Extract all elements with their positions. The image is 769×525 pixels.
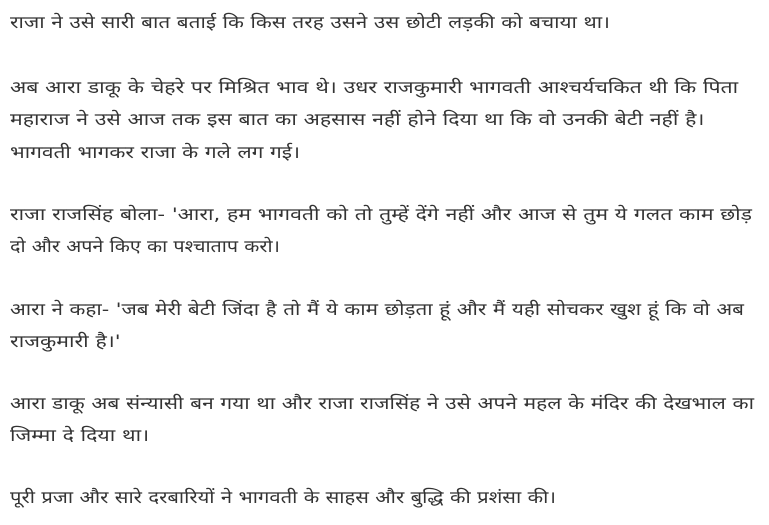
paragraph-3-line-1: राजा राजसिंह बोला- 'आरा, हम भागवती को तो तुम्हें देंगे नहीं और आज से तुम ये गलत काम छोड़ — [10, 205, 752, 225]
paragraph-6-line-1: पूरी प्रजा और सारे दरबारियों ने भागवती के साहस और बुद्धि की प्रशंसा की। — [10, 488, 556, 508]
paragraph-5-line-1: आरा डाकू अब संन्यासी बन गया था और राजा राजसिंह ने उसे अपने महल के मंदिर की देखभाल का — [10, 394, 754, 414]
paragraph-2-line-3: भागवती भागकर राजा के गले लग गई। — [10, 143, 300, 163]
paragraph-5-line-2: जिम्मा दे दिया था। — [10, 426, 150, 446]
paragraph-2-line-1: अब आरा डाकू के चेहरे पर मिश्रित भाव थे। उधर राजकुमारी भागवती आश्चर्यचकित थी कि पिता — [10, 78, 739, 98]
paragraph-4-line-1: आरा ने कहा- 'जब मेरी बेटी जिंदा है तो मैं ये काम छोड़ता हूं और मैं यही सोचकर खुश हूं कि वो अब — [10, 300, 744, 320]
paragraph-2-line-2: महाराज ने उसे आज तक इस बात का अहसास नहीं होने दिया था कि वो उनकी बेटी नहीं है। — [10, 110, 705, 130]
paragraph-4-line-2: राजकुमारी है।' — [10, 332, 121, 352]
paragraph-3-line-2: दो और अपने किए का पश्चाताप करो। — [10, 237, 280, 257]
paragraph-1-line-1: राजा ने उसे सारी बात बताई कि किस तरह उसने उस छोटी लड़की को बचाया था। — [10, 13, 610, 33]
